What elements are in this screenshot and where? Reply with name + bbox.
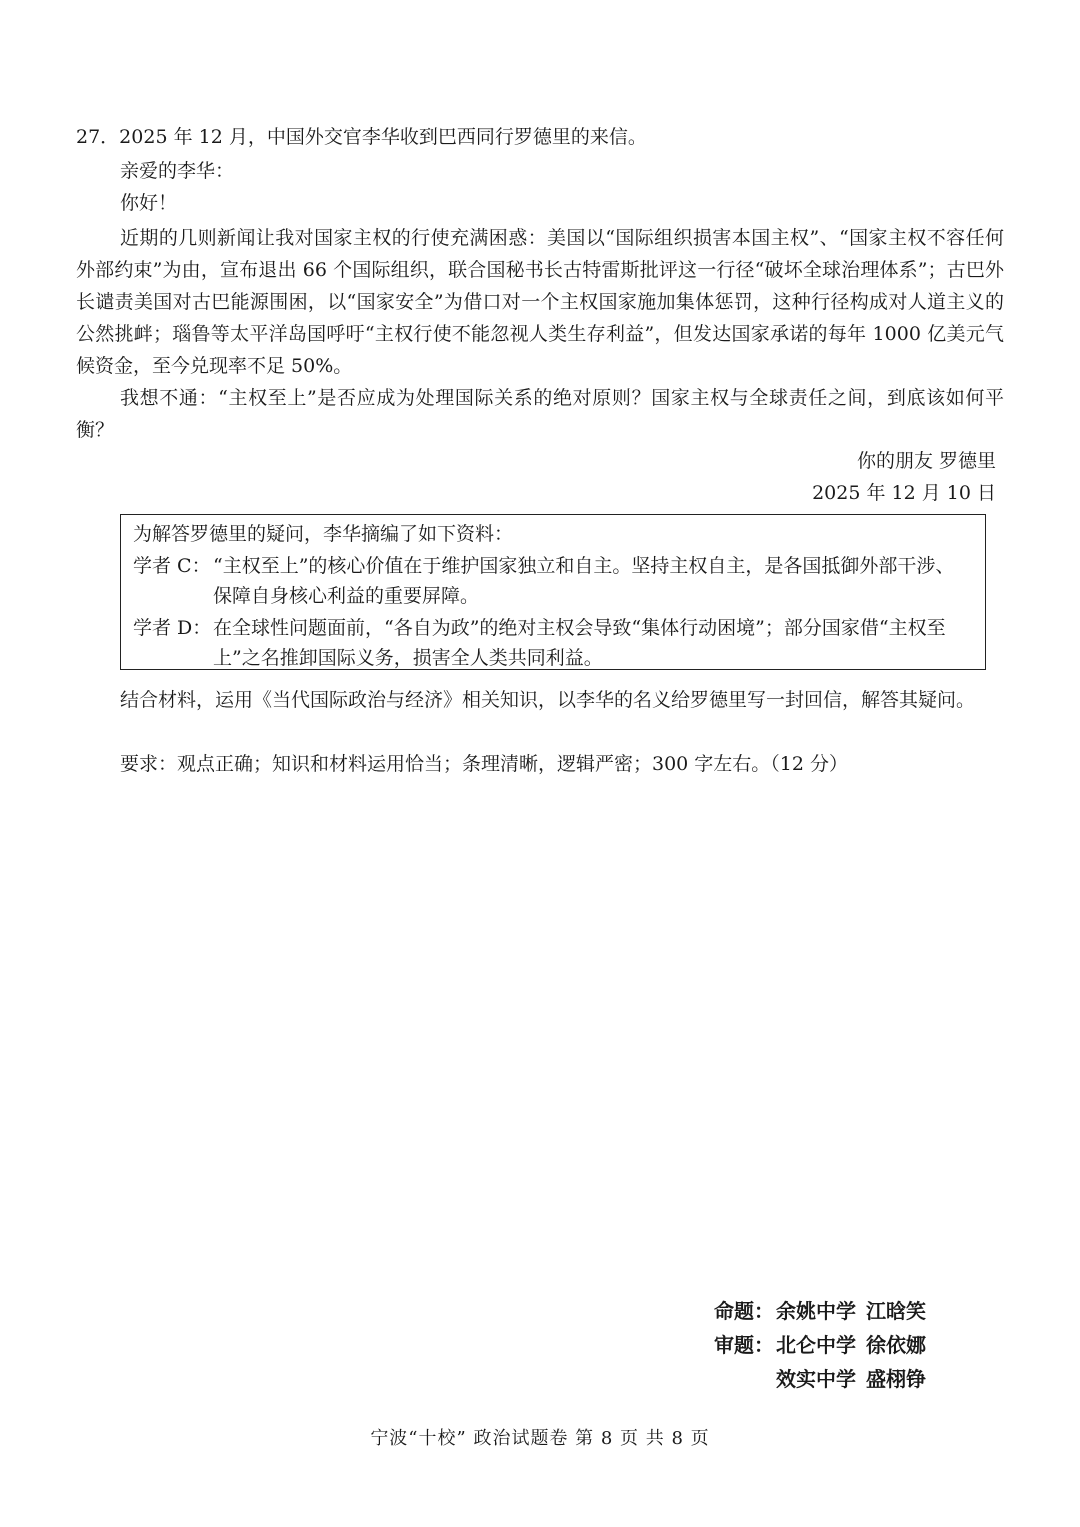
material-intro: 为解答罗德里的疑问，李华摘编了如下资料： xyxy=(133,523,514,545)
letter-signature-date: 2025 年 12 月 10 日 xyxy=(812,482,996,504)
scholar-c-label: 学者 C： xyxy=(133,555,211,577)
credits-reviewer-row-2 xyxy=(714,1362,926,1396)
author-role: 命题： xyxy=(714,1299,774,1323)
reviewer1-name: 徐依娜 xyxy=(866,1333,926,1357)
credits-reviewer-row-1 xyxy=(714,1328,926,1362)
author-school: 余姚中学 xyxy=(776,1299,856,1323)
letter-signature-name: 你的朋友 罗德里 xyxy=(856,450,996,472)
credits-author-row xyxy=(714,1294,926,1328)
task-requirement: 要求：观点正确；知识和材料运用恰当；条理清晰，逻辑严密；300 字左右。（12 分） xyxy=(120,753,849,775)
credits-block xyxy=(714,1294,926,1396)
letter-paragraph-1: 近期的几则新闻让我对国家主权的行使充满困惑：美国以“国际组织损害本国主权”、“国家主权不容任何外部约束”为由，宣布退出 66 个国际组织，联合国秘书长古特雷斯批评这一行径“破坏全球治理体系”；古巴外长谴责美国对古巴能源围困，以“国家安全”为借口对一个主权国家施加集体惩罚，这种行径构成对人道主义的公然挑衅；瑙鲁等太平洋岛国呼吁“主权行使不能忽视人类生存利益”，但发达国家承诺的每年 1000 亿美元气候资金，至今兑现率不足 50%。 xyxy=(76,227,1004,377)
reviewer2-school: 效实中学 xyxy=(776,1367,856,1391)
scholar-c xyxy=(133,551,955,607)
scholar-c-text: “主权至上”的核心价值在于维护国家独立和自主。坚持主权自主，是各国抵御外部干涉、保障自身核心利益的重要屏障。 xyxy=(213,555,955,607)
reviewer2-name: 盛栩铮 xyxy=(866,1367,926,1391)
task-instruction: 结合材料，运用《当代国际政治与经济》相关知识，以李华的名义给罗德里写一封回信，解答其疑问。 xyxy=(120,689,976,711)
material-box xyxy=(120,514,986,670)
page-footer: 宁波“十校” 政治试题卷 第 8 页 共 8 页 xyxy=(370,1428,710,1449)
letter-salutation: 亲爱的李华： xyxy=(120,160,235,182)
reviewer-role: 审题： xyxy=(714,1333,774,1357)
reviewer1-school: 北仑中学 xyxy=(776,1333,856,1357)
scholar-d-text: 在全球性问题面前，“各自为政”的绝对主权会导致“集体行动困境”；部分国家借“主权至上”之名推卸国际义务，损害全人类共同利益。 xyxy=(213,617,946,669)
author-name: 江晗笑 xyxy=(866,1299,926,1323)
scholar-d xyxy=(133,613,946,669)
scholar-d-label: 学者 D： xyxy=(133,617,212,639)
question-heading: 27．2025 年 12 月，中国外交官李华收到巴西同行罗德里的来信。 xyxy=(76,126,647,148)
letter-greeting: 你好！ xyxy=(120,192,178,214)
letter-paragraph-2: 我想不通：“主权至上”是否应成为处理国际关系的绝对原则？国家主权与全球责任之间，到底该如何平衡？ xyxy=(76,387,1004,441)
